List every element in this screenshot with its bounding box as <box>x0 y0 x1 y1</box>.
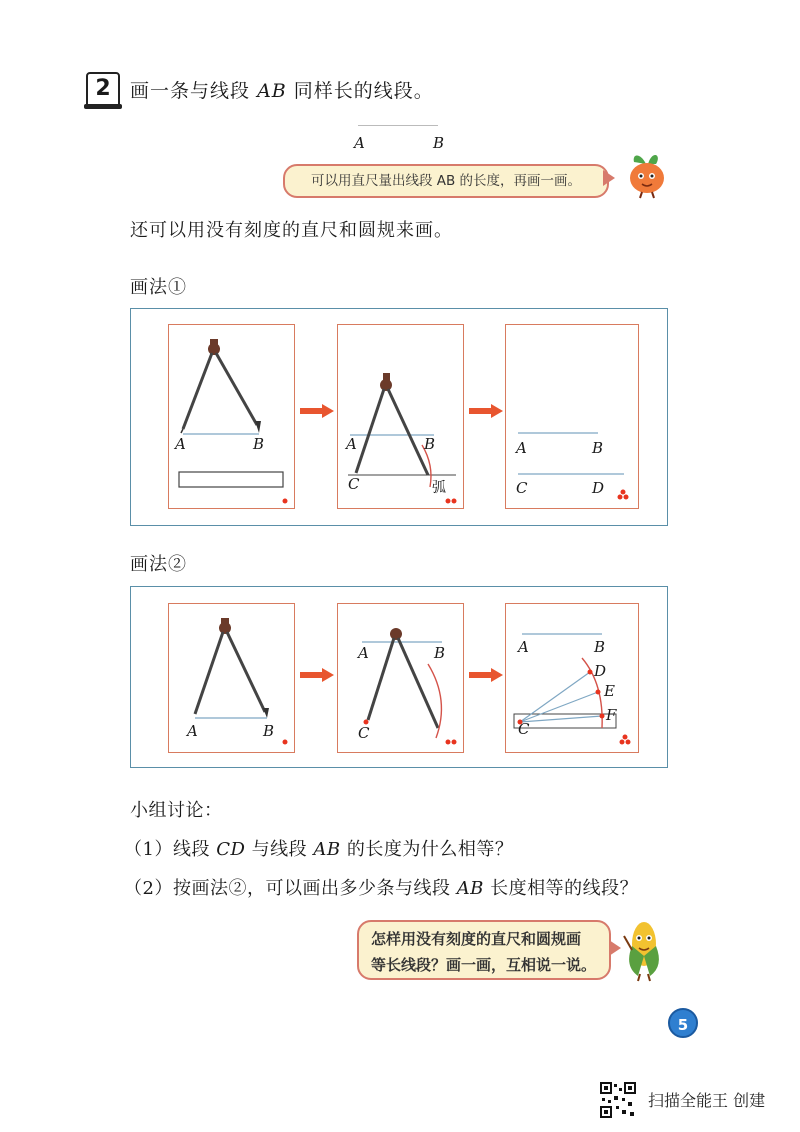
method2-heading: 画法② <box>130 554 187 575</box>
footer-watermark: 扫描全能王 创建 <box>648 1091 766 1110</box>
m2s3-label-b: B <box>594 638 606 656</box>
m1s3-label-c: C <box>516 479 528 497</box>
book-icon <box>84 104 122 109</box>
discussion-heading: 小组讨论： <box>130 800 223 821</box>
arrow-right-icon <box>469 404 503 418</box>
m1s2-label-c: C <box>348 475 360 493</box>
intro-line: 还可以用没有刻度的直尺和圆规来画。 <box>130 220 453 241</box>
method2-step1-card <box>168 603 295 753</box>
radish-mascot-icon <box>622 148 672 200</box>
segment-ab-label-a: A <box>354 134 365 152</box>
discussion-q1: （1）线段 CD 与线段 AB 的长度为什么相等？ <box>124 839 514 860</box>
method2-step2-card <box>337 603 464 753</box>
method1-step3-card <box>505 324 639 509</box>
bottom-bubble-line2: 等长线段？画一画，互相说一说。 <box>371 956 597 974</box>
m2s1-label-b: B <box>263 722 275 740</box>
corn-mascot-icon <box>620 916 668 982</box>
m1s3-label-a: A <box>516 439 527 457</box>
m2s2-label-b: B <box>434 644 446 662</box>
bottom-bubble-line1: 怎样用没有刻度的直尺和圆规画 <box>371 930 582 948</box>
m1s2-label-a: A <box>346 435 357 453</box>
question-number-badge: 2 <box>86 72 120 108</box>
m2s3-label-d: D <box>594 662 607 680</box>
method1-heading: 画法① <box>130 277 187 298</box>
m2s1-label-a: A <box>187 722 198 740</box>
m1s3-label-b: B <box>592 439 604 457</box>
m2s2-label-a: A <box>358 644 369 662</box>
question-title: 画一条与线段 AB 同样长的线段。 <box>130 80 434 102</box>
m2s2-label-c: C <box>358 724 370 742</box>
page-number: 5 <box>668 1008 698 1038</box>
segment-ab-label-b: B <box>433 134 445 152</box>
hint-bubble-tail <box>603 170 615 186</box>
method2-step3-card <box>505 603 639 753</box>
compass-icon <box>169 325 294 508</box>
m2s3-label-f: F <box>606 706 617 724</box>
discussion-q2: （2）按画法②，可以画出多少条与线段 AB 长度相等的线段？ <box>124 878 639 899</box>
m2s3-label-c: C <box>518 720 530 738</box>
arrow-right-icon <box>469 668 503 682</box>
method1-step1-card <box>168 324 295 509</box>
m1s3-label-d: D <box>592 479 605 497</box>
hint-bubble: 可以用直尺量出线段 AB 的长度，再画一画。 <box>283 164 609 198</box>
m2s3-label-a: A <box>518 638 529 656</box>
method1-step2-card <box>337 324 464 509</box>
segment-ab-line <box>358 125 438 126</box>
m1s1-label-b: B <box>253 435 265 453</box>
qr-code-icon <box>600 1082 636 1118</box>
m1s2-arc-label: 弧 <box>432 480 446 496</box>
compass-arc-icon <box>338 604 463 752</box>
m1s2-label-b: B <box>424 435 436 453</box>
arrow-right-icon <box>300 404 334 418</box>
bottom-bubble <box>357 920 611 980</box>
arrow-right-icon <box>300 668 334 682</box>
m1s1-label-a: A <box>175 435 186 453</box>
m2s3-label-e: E <box>604 682 615 700</box>
